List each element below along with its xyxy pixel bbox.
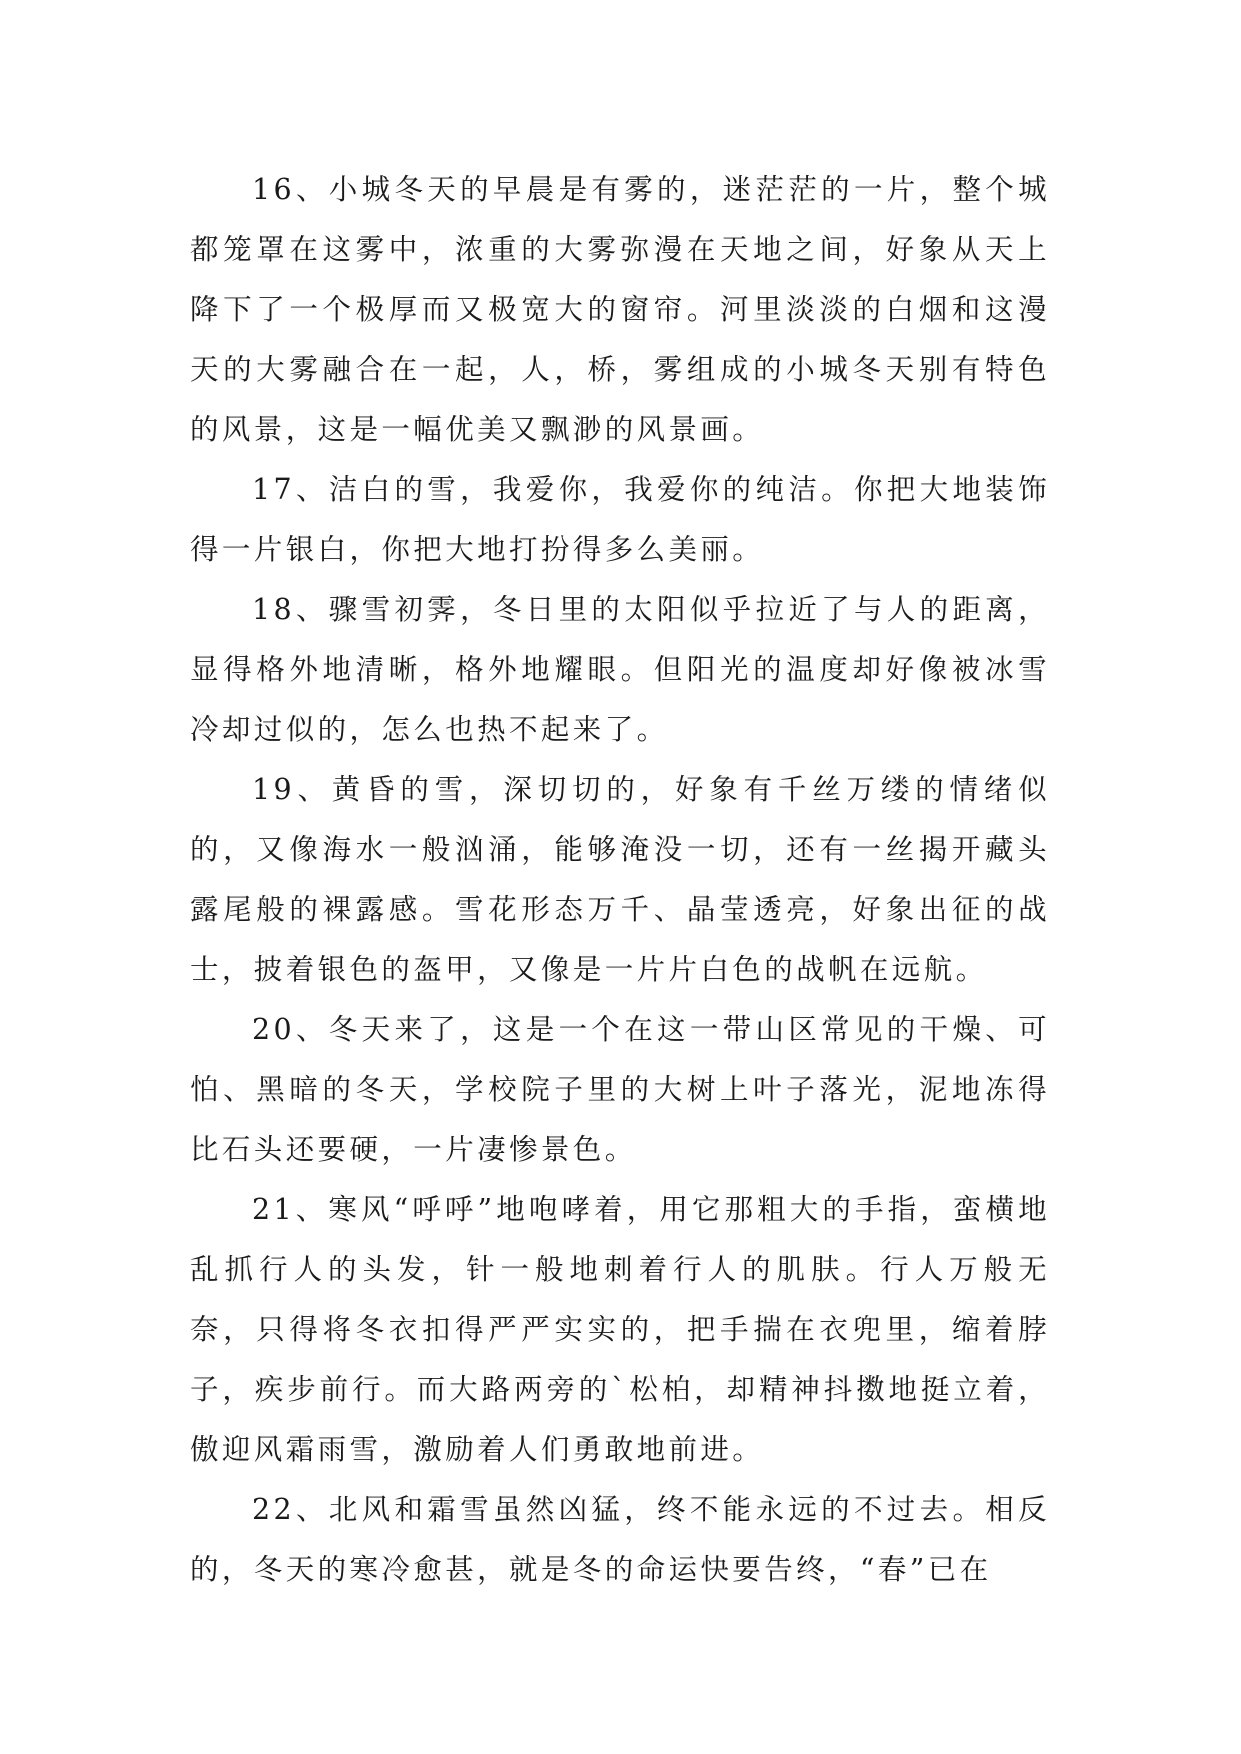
document-body <box>190 160 1050 1600</box>
paragraph-19: 19、黄昏的雪，深切切的，好象有千丝万缕的情绪似的，又像海水一般汹涌，能够淹没一切，还有一丝揭开藏头露尾般的裸露感。雪花形态万千、晶莹透亮，好象出征的战士，披着银色的盔甲，又像是一片片白色的战帆在远航。 <box>190 773 1050 986</box>
paragraph-18: 18、骤雪初霁，冬日里的太阳似乎拉近了与人的距离，显得格外地清晰，格外地耀眼。但阳光的温度却好像被冰雪冷却过似的，怎么也热不起来了。 <box>190 593 1050 746</box>
paragraph-20: 20、冬天来了，这是一个在这一带山区常见的干燥、可怕、黑暗的冬天，学校院子里的大树上叶子落光，泥地冻得比石头还要硬，一片凄惨景色。 <box>190 1013 1050 1166</box>
paragraph-21: 21、寒风“呼呼”地咆哮着，用它那粗大的手指，蛮横地乱抓行人的头发，针一般地刺着行人的肌肤。行人万般无奈，只得将冬衣扣得严严实实的，把手揣在衣兜里，缩着脖子，疾步前行。而大路两旁的`松柏，却精神抖擞地挺立着，傲迎风霜雨雪，激励着人们勇敢地前进。 <box>190 1193 1050 1466</box>
paragraph-22: 22、北风和霜雪虽然凶猛，终不能永远的不过去。相反的，冬天的寒冷愈甚，就是冬的命运快要告终，“春”已在 <box>190 1493 1050 1586</box>
paragraph-17: 17、洁白的雪，我爱你，我爱你的纯洁。你把大地装饰得一片银白，你把大地打扮得多么美丽。 <box>190 473 1050 566</box>
paragraph-16: 16、小城冬天的早晨是有雾的，迷茫茫的一片，整个城都笼罩在这雾中，浓重的大雾弥漫在天地之间，好象从天上降下了一个极厚而又极宽大的窗帘。河里淡淡的白烟和这漫天的大雾融合在一起，人，桥，雾组成的小城冬天别有特色的风景，这是一幅优美又飘渺的风景画。 <box>190 173 1050 446</box>
